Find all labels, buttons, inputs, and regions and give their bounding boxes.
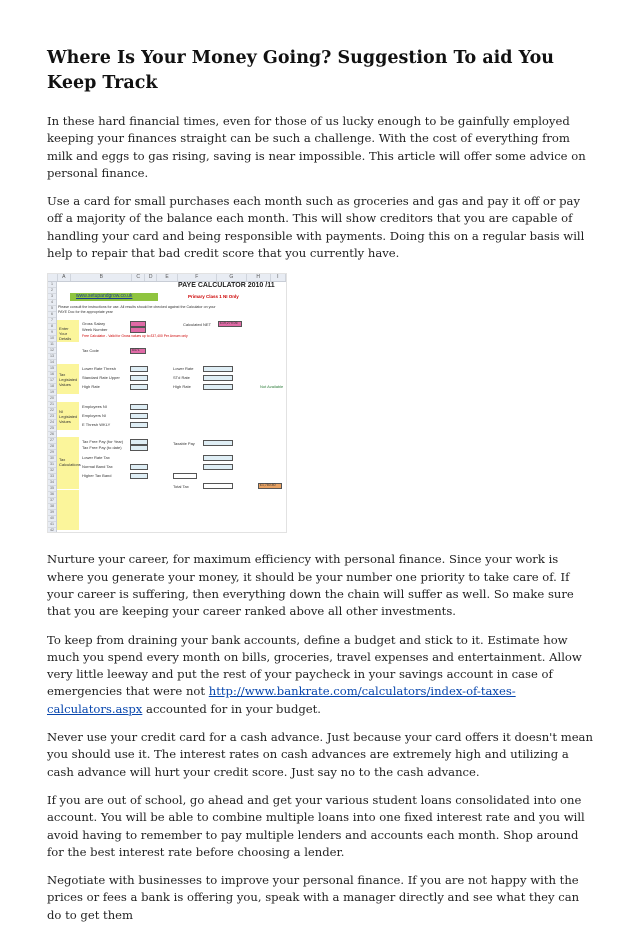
col-a: A [58,274,71,281]
label-standard-rate-upper: Standard Rate Upper [82,375,120,381]
value-normal-band-tax-2 [203,464,233,470]
label-e-thresh: E Thresh WKLY [82,422,111,428]
col-d: D [145,274,158,281]
value-high-rate-2 [203,384,233,390]
free-calc-note: Free Calculator - Valid for Gross values up to £37,400 Per Annum only [82,334,188,339]
ni-legislated-band: NI Legislated Values [57,402,79,430]
instructions-text-2: PAYE Doc for the appropriate year [58,310,113,315]
value-lower-rate [203,366,233,372]
tax-code-value: 647L [132,348,140,353]
paragraph-credit-card: Use a card for small purchases each month such as groceries and gas and pay it off or pay off a majority of the balance each month. This will show creditors that you are capable of handling your card and being responsible with payments. Doing this on a regular basis will help to repair that bad credit score that you currently have. [47,194,585,261]
label-high-rate-2: High Rate [173,384,191,390]
col-b: B [71,274,132,281]
value-std-rate [203,375,233,381]
label-taxable-pay: Taxable Pay [173,441,195,447]
label-calculated-net: Calculated NET [183,322,212,328]
instructions-text: Please consult the instructions for use. All results should be checked against the Calculator on your [58,305,216,310]
calculated-net-value: £19,279.06 [220,321,238,326]
col-e: E [157,274,177,281]
paragraph-negotiate: Negotiate with businesses to improve your personal finance. If you are not happy with the prices or fees a bank is offering you, speak with a manager directly and see what they can do to get them [47,873,580,922]
article-title: Where Is Your Money Going? Suggestion To aid You Keep Track [47,48,555,93]
enter-details-band: Enter Your Details [57,320,79,342]
col-g: G [217,274,247,281]
spreadsheet-title: PAYE CALCULATOR 2010 /11 [178,282,275,290]
value-employees-ni [130,404,148,410]
value-employers-ni [130,413,148,419]
paragraph-intro: In these hard financial times, even for those of us lucky enough to be gainfully employed keeping your finances straight can be such a challenge. With the cost of everything from milk and eggs to gas rising, saving is near impossible. This article will offer some advice on personal finance. [47,114,586,180]
label-not-available: Not Available [260,384,284,390]
paragraph-career: Nurture your career, for maximum efficiency with personal finance. Since your work is where you generate your money, it should be your number one priority to take care of. If your career is suffering, then everything down the chain will suffer as well. So make sure that you are keeping your career ranked above all other investments. [47,552,574,619]
tax-calc-band: Tax Calculations [57,437,79,489]
value-standard-rate-upper [130,375,148,381]
value-higher-tax-band [130,473,148,479]
label-std-rate: STd Rate [173,375,190,381]
label-total-tax: Total Tax [173,484,189,490]
label-normal-band-tax: Normal Band Tax [82,464,113,470]
col-h: H [247,274,271,281]
value-higher-tax-band-2 [173,473,197,479]
label-tax-code: Tax Code [82,348,99,354]
label-tax-free-pay-date: Tax Free Pay (to date) [82,445,122,451]
value-high-rate [130,384,148,390]
label-tax-free-pay-year: Tax Free Pay (for Year) [82,439,124,445]
label-employers-ni: Employers NI [82,413,107,419]
label-week-number: Week Number [82,327,108,333]
article [47,46,593,935]
label-lower-rate-thresh: Lower Rate Thresh [82,366,116,372]
value-lower-rate-tax [203,455,233,461]
paragraph-student-loans: If you are out of school, go ahead and get your various student loans consolidated into one account. You will be able to combine multiple loans into one fixed interest rate and you will avoid having to remember to pay multiple lenders and accounts each month. Shop around for the best interest rate before choosing a lender. [47,792,585,859]
spreadsheet-column-header [48,274,286,282]
paragraph-cash-advance: Never use your credit card for a cash advance. Just because your card offers it doesn't mean you should use it. The interest rates on cash advances are extremely high and utilizing a cash advance will hurt your credit score. Just say no to the cash advance. [47,730,593,779]
value-e-thresh [130,422,148,428]
value-lower-rate-thresh [130,366,148,372]
value-total-tax-box [203,483,233,489]
col-i: I [271,274,286,281]
paye-calculator-spreadsheet-image [47,273,287,533]
bankrate-link[interactable]: http://www.bankrate.com/calculators/index-of-taxes-calculators.aspx [47,684,516,716]
label-lower-rate-tax: Lower Rate Tax [82,455,110,461]
value-normal-band-tax [130,464,148,470]
spreadsheet-row-header: 1 2 3 4 5 6 7 8 9 10 11 12 13 14 15 16 17 18 19 20 21 22 23 24 25 26 27 28 29 30 31 32 33 34 35 36 37 38 39 40 41 42 [48,282,57,532]
value-tax-free-pay-date [130,445,148,451]
label-lower-rate: Lower Rate [173,366,194,372]
col-c: C [132,274,145,281]
label-high-rate: High Rate [82,384,100,390]
value-taxable-pay [203,440,233,446]
url-banner: www.setupandgrow.co.uk [70,293,158,301]
class-note: Primary Class 1 NI Only [188,294,239,300]
label-higher-tax-band: Higher Tax Band [82,473,112,479]
label-employees-ni: Employees NI [82,404,107,410]
col-f: F [178,274,217,281]
budget-text-end: accounted for in your budget. [142,701,321,716]
yellow-band-bottom [57,490,79,530]
label-gross-salary: Gross Salary [82,321,106,327]
budget-text: To keep from draining your bank accounts, define a budget and stick to it. Estimate how much you spend every month on bills, groceries, travel expenses and entertainment. Allow very little leeway and put the rest of your paycheck in your savings account in case of emergencies that were not [47,632,582,699]
total-tax-value: £1,780.80 [260,483,276,488]
input-week-number [130,327,146,333]
paragraph-budget [47,632,593,718]
tax-legislated-band: Tax Legislated Values [57,364,79,394]
